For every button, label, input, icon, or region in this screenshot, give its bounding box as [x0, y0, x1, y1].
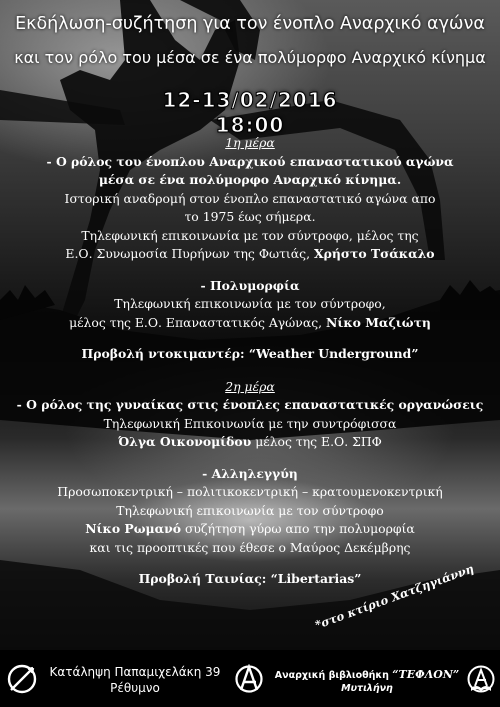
- day1-topic2-title: - Πολυμορφία: [200, 277, 300, 293]
- day2-screening: Προβολή Ταινίας: “Libertarias”: [138, 571, 362, 586]
- day1-topic1-title-line2: μέσα σε ένα πολύμορφο Αναρχικό κίνημα.: [98, 172, 402, 187]
- day1-screening: Προβολή ντοκιμαντέρ: “Weather Underground”: [81, 346, 419, 361]
- day2-topic2-speaker: Νίκο Ρωμανό: [85, 521, 181, 536]
- day2-topic1-line3: [0, 433, 500, 452]
- day2-topic2-title: - Αλληλεγγύη: [202, 465, 298, 481]
- day2-topic2-line5: και τις προοπτικές που έθεσε ο Μαύρος Δεκέμβρης: [89, 539, 411, 555]
- day2-topic1-org: μέλος της Ε.Ο. ΣΠΦ: [251, 434, 382, 449]
- squat-address: [40, 664, 230, 696]
- day1-topic1-line6: [0, 245, 500, 264]
- day1-label: 1η μέρα: [225, 135, 275, 150]
- day1-topic2-org: μέλος της Ε.Ο. Επαναστατικός Αγώνας,: [69, 314, 327, 330]
- venue-note: *στο κτίριο Χατζηγιάννη: [313, 561, 476, 632]
- event-title-line-2: και τον ρόλο του μέσα σε ένα πολύμορφο Αναρχικό κίνημα: [14, 48, 486, 67]
- day1-topic1-speaker: Χρήστο Τσάκαλο: [313, 246, 435, 261]
- anarchy-a-book-icon: [466, 664, 496, 694]
- library-city: Μυτιλήνη: [341, 683, 393, 694]
- library-name: “ΤΕΦΛΟΝ”: [392, 668, 460, 681]
- day1-topic1-line5: Τηλεφωνική επικοινωνία με τον σύντροφο, μέλος της: [81, 227, 419, 243]
- day2-topic2-line2: Προσωποκεντρική – πολιτικοκεντρική – κρατουμενοκεντρική: [57, 484, 443, 499]
- day1-topic2-speaker: Νίκο Μαζιώτη: [326, 314, 431, 330]
- day2-label: 2η μέρα: [225, 378, 275, 394]
- library-prefix: Αναρχική βιβλιοθήκη: [274, 670, 393, 681]
- day1-topic2-line2: Τηλεφωνική επικοινωνία με τον σύντροφο,: [114, 296, 386, 311]
- event-date: 12-13/02/2016: [162, 88, 338, 112]
- anarchy-a-icon: [234, 664, 264, 694]
- program: [0, 134, 500, 589]
- squat-symbol-icon: [6, 663, 38, 695]
- library-info: [268, 668, 466, 695]
- day2-topic2-desc: συζήτηση γύρω απο την πολυμορφία: [181, 521, 415, 536]
- day2-topic2-line4: [0, 520, 500, 539]
- day2-topic1-line2: Τηλεφωνική Επικοινωνία με την συντρόφισσα: [103, 415, 397, 431]
- day1-topic1-title-line1: - Ο ρόλος του ένοπλου Αναρχικού επαναστατικού αγώνα: [46, 153, 454, 169]
- day1-topic1-org: Ε.Ο. Συνωμοσία Πυρήνων της Φωτιάς,: [65, 246, 314, 261]
- squat-city: Ρέθυμνο: [110, 681, 160, 695]
- squat-name: Κατάληψη Παπαμιχελάκη 39: [49, 665, 221, 679]
- day2-topic1-title: - Ο ρόλος της γυναίκας στις ένοπλες επαναστατικές οργανώσεις: [16, 397, 484, 412]
- event-title-line-1: Εκδήλωση-συζήτηση για τον ένοπλο Αναρχικό αγώνα: [15, 14, 485, 34]
- day1-topic1-line4: το 1975 έως σήμερα.: [184, 209, 316, 224]
- event-time: 18:00: [215, 113, 285, 137]
- footer: [0, 650, 500, 707]
- day2-topic1-speaker: Όλγα Οικονομίδου: [118, 434, 252, 449]
- day2-topic2-line3: Τηλεφωνική επικοινωνία με τον σύντροφο: [116, 502, 384, 518]
- day1-topic2-line3: [0, 314, 500, 333]
- library-name-line: [268, 668, 466, 682]
- day1-topic1-line3: Ιστορική αναδρομή στον ένοπλο επαναστατικό αγώνα απο: [64, 190, 436, 206]
